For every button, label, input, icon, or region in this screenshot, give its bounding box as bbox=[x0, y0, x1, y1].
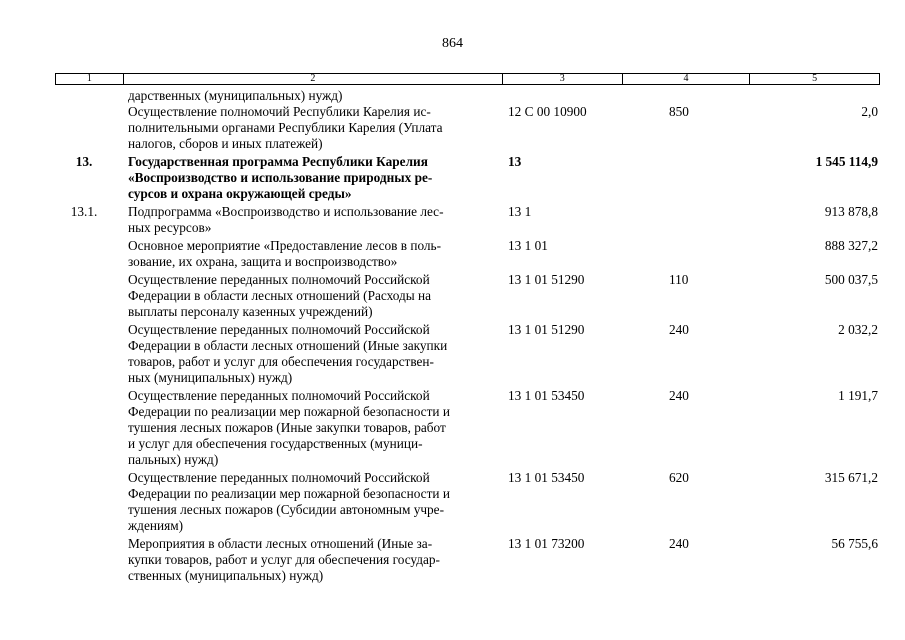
table-row bbox=[55, 104, 880, 152]
row-sum: 888 327,2 bbox=[824, 238, 878, 253]
row-number bbox=[55, 322, 123, 386]
row-code: 13 1 01 bbox=[508, 238, 548, 253]
row-kvr: 240 bbox=[669, 322, 689, 337]
header-col-2: 2 bbox=[124, 74, 503, 84]
header-col-4: 4 bbox=[623, 74, 751, 84]
row-name: Подпрограмма «Воспроизводство и использование лес- ных ресурсов» bbox=[128, 204, 444, 235]
row-name: Основное мероприятие «Предоставление лесов в поль- зование, их охрана, защита и воспроизводство» bbox=[128, 238, 442, 269]
table-row bbox=[55, 322, 880, 386]
row-sum: 1 191,7 bbox=[838, 388, 878, 403]
row-code: 13 1 01 51290 bbox=[508, 322, 585, 337]
row-kvr bbox=[623, 154, 751, 202]
continuation-text: дарственных (муниципальных) нужд) bbox=[128, 88, 343, 103]
row-code: 13 1 01 51290 bbox=[508, 272, 585, 287]
continuation-row bbox=[55, 88, 880, 104]
header-col-3: 3 bbox=[503, 74, 623, 84]
row-name: Осуществление переданных полномочий Российской Федерации по реализации мер пожарной безопасности и тушения лесных пожаров (Иные закупки товаров, работ и услуг для обеспечения государственных (муници- пальных) нужд) bbox=[128, 388, 450, 467]
row-kvr: 240 bbox=[669, 536, 689, 551]
row-name: Осуществление полномочий Республики Карелия ис- полнительными органами Республики Карелия (Уплата налогов, сборов и иных платежей) bbox=[128, 104, 443, 151]
row-sum: 315 671,2 bbox=[824, 470, 878, 485]
row-number: 13. bbox=[75, 154, 93, 169]
row-number: 13.1. bbox=[70, 204, 98, 219]
row-name: Осуществление переданных полномочий Российской Федерации в области лесных отношений (Иные закупки товаров, работ и услуг для обеспечения государствен- ных (муниципальных) нужд) bbox=[128, 322, 448, 385]
table-row bbox=[55, 388, 880, 468]
table-row bbox=[55, 238, 880, 270]
row-sum: 2 032,2 bbox=[838, 322, 878, 337]
row-sum: 2,0 bbox=[861, 104, 878, 119]
row-code: 13 1 01 53450 bbox=[508, 388, 585, 403]
table-row bbox=[55, 536, 880, 584]
row-sum: 56 755,6 bbox=[831, 536, 878, 551]
header-col-5: 5 bbox=[812, 73, 818, 84]
row-name: Осуществление переданных полномочий Российской Федерации в области лесных отношений (Расходы на выплаты персоналу казенных учреждений) bbox=[128, 272, 432, 319]
table-row bbox=[55, 204, 880, 236]
row-number bbox=[55, 272, 123, 320]
row-sum: 500 037,5 bbox=[824, 272, 878, 287]
row-number bbox=[55, 388, 123, 468]
row-sum: 1 545 114,9 bbox=[815, 154, 878, 169]
table-header bbox=[55, 73, 880, 85]
page-number: 864 bbox=[442, 36, 463, 51]
table-row bbox=[55, 272, 880, 320]
row-kvr: 240 bbox=[669, 388, 689, 403]
row-code: 12 С 00 10900 bbox=[508, 104, 587, 119]
row-number bbox=[55, 470, 123, 534]
row-kvr: 850 bbox=[669, 104, 689, 119]
table-body bbox=[55, 88, 880, 586]
row-number bbox=[55, 536, 123, 584]
row-number bbox=[55, 238, 123, 270]
row-number bbox=[55, 104, 123, 152]
row-name: Мероприятия в области лесных отношений (Иные за- купки товаров, работ и услуг для обеспечения государ- ственных (муниципальных) нужд) bbox=[128, 536, 440, 583]
row-code: 13 1 01 73200 bbox=[508, 536, 585, 551]
row-name: Государственная программа Республики Карелия «Воспроизводство и использование природных ре- сурсов и охрана окружающей среды» bbox=[128, 154, 433, 201]
row-code: 13 1 01 53450 bbox=[508, 470, 585, 485]
row-code: 13 bbox=[508, 154, 522, 169]
row-kvr bbox=[623, 238, 751, 270]
row-sum: 913 878,8 bbox=[824, 204, 878, 219]
row-kvr: 110 bbox=[669, 272, 689, 287]
row-kvr bbox=[623, 204, 751, 236]
header-col-1: 1 bbox=[56, 74, 124, 84]
table-row bbox=[55, 154, 880, 202]
row-name: Осуществление переданных полномочий Российской Федерации по реализации мер пожарной безопасности и тушения лесных пожаров (Субсидии автономным учре- ждениям) bbox=[128, 470, 450, 533]
table-row bbox=[55, 470, 880, 534]
row-code: 13 1 bbox=[508, 204, 532, 219]
row-kvr: 620 bbox=[669, 470, 689, 485]
